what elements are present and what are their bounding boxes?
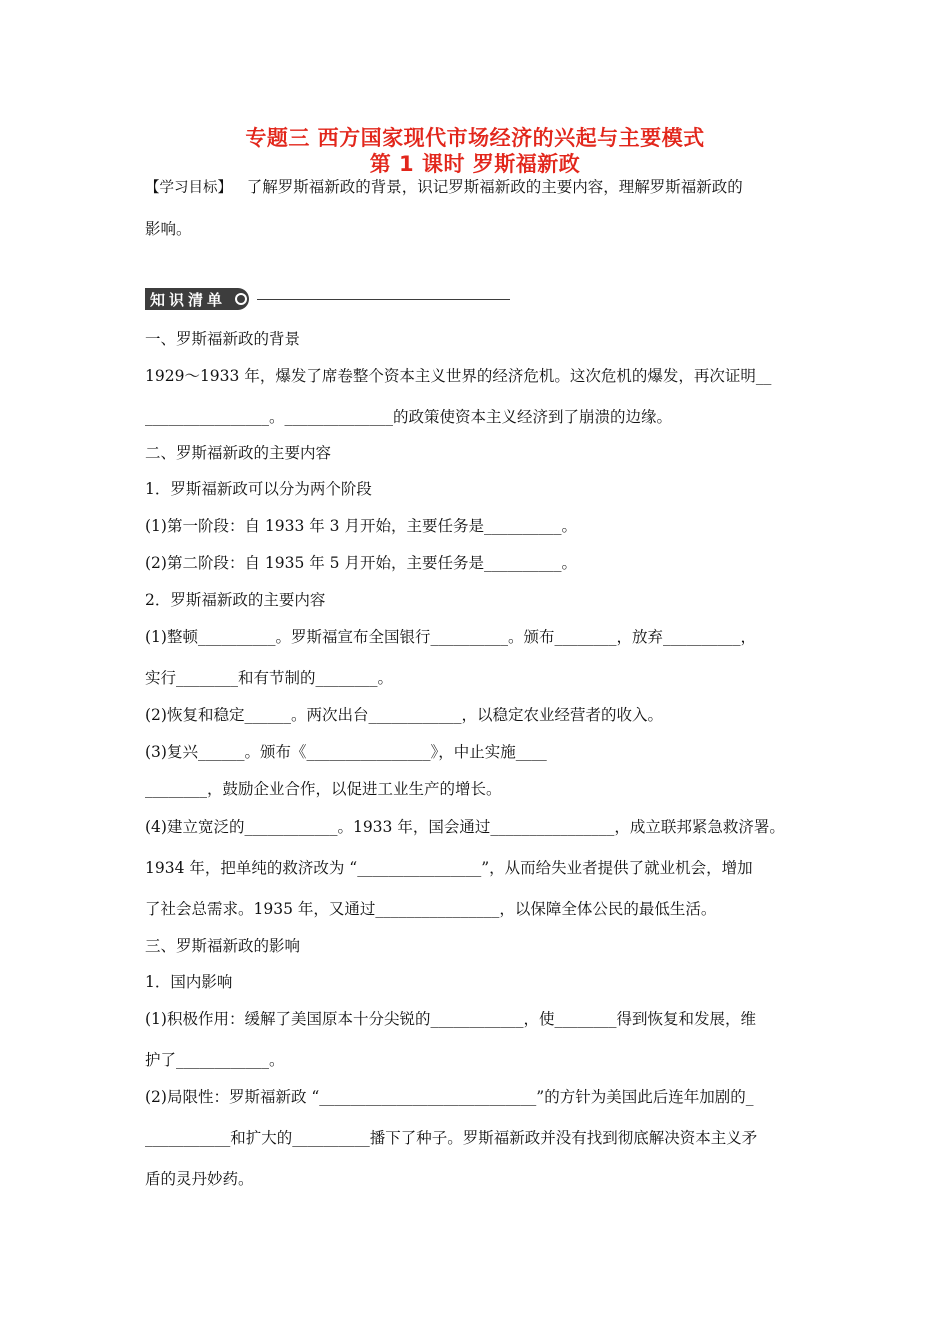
text-line: 了社会总需求。1935 年，又通过________________，以保障全体公民的最低生活。 bbox=[145, 900, 717, 918]
section-divider bbox=[257, 299, 510, 300]
learning-goal bbox=[145, 177, 743, 198]
text-line: ________，鼓励企业合作，以促进工业生产的增长。 bbox=[145, 780, 502, 798]
text-line: ___________和扩大的__________播下了种子。罗斯福新政并没有找到彻底解决资本主义矛 bbox=[145, 1129, 758, 1147]
learning-goal-text: 了解罗斯福新政的背景，识记罗斯福新政的主要内容，理解罗斯福新政的 bbox=[232, 178, 743, 196]
title-line-1: 专题三 西方国家现代市场经济的兴起与主要模式 bbox=[245, 126, 705, 150]
text-line: 一、罗斯福新政的背景 bbox=[145, 330, 301, 348]
text-line: 三、罗斯福新政的影响 bbox=[145, 937, 301, 955]
text-line: (1)积极作用：缓解了美国原本十分尖锐的____________，使________得到恢复和发展，维 bbox=[145, 1010, 756, 1028]
text-line: 二、罗斯福新政的主要内容 bbox=[145, 444, 332, 462]
text-line: (1)第一阶段：自 1933 年 3 月开始，主要任务是__________。 bbox=[145, 517, 577, 535]
learning-goal-label: 【学习目标】 bbox=[145, 180, 232, 196]
text-line: ________________。______________的政策使资本主义经济到了崩溃的边缘。 bbox=[145, 408, 673, 426]
knowledge-list-label: 知识清单 bbox=[150, 290, 227, 309]
text-line: (1)整顿__________。罗斯福宣布全国银行__________。颁布________，放弃__________， bbox=[145, 628, 756, 646]
text-line: (2)第二阶段：自 1935 年 5 月开始，主要任务是__________。 bbox=[145, 554, 577, 572]
learning-goal-continued: 影响。 bbox=[145, 220, 192, 238]
text-line: 2．罗斯福新政的主要内容 bbox=[145, 591, 326, 609]
text-line: 1929～1933 年，爆发了席卷整个资本主义世界的经济危机。这次危机的爆发，再次证明__ bbox=[145, 367, 772, 385]
text-line: (3)复兴______。颁布《________________》，中止实施____ bbox=[145, 743, 547, 761]
text-line: 1．国内影响 bbox=[145, 973, 233, 991]
text-line: (4)建立宽泛的____________。1933 年，国会通过________________，成立联邦紧急救济署。 bbox=[145, 818, 785, 836]
text-line: 1．罗斯福新政可以分为两个阶段 bbox=[145, 480, 372, 498]
text-line: 实行________和有节制的________。 bbox=[145, 669, 394, 687]
text-line: 1934 年，把单纯的救济改为 “________________”，从而给失业者提供了就业机会，增加 bbox=[145, 859, 753, 877]
text-line: (2)局限性：罗斯福新政 “____________________________”的方针为美国此后连年加剧的_ bbox=[145, 1088, 754, 1106]
text-line: (2)恢复和稳定______。两次出台____________，以稳定农业经营者的收入。 bbox=[145, 706, 663, 724]
text-line: 护了____________。 bbox=[145, 1051, 285, 1069]
text-line: 盾的灵丹妙药。 bbox=[145, 1170, 254, 1188]
title-line-2: 第 1 课时 罗斯福新政 bbox=[369, 152, 581, 176]
knowledge-list-badge bbox=[145, 288, 249, 310]
